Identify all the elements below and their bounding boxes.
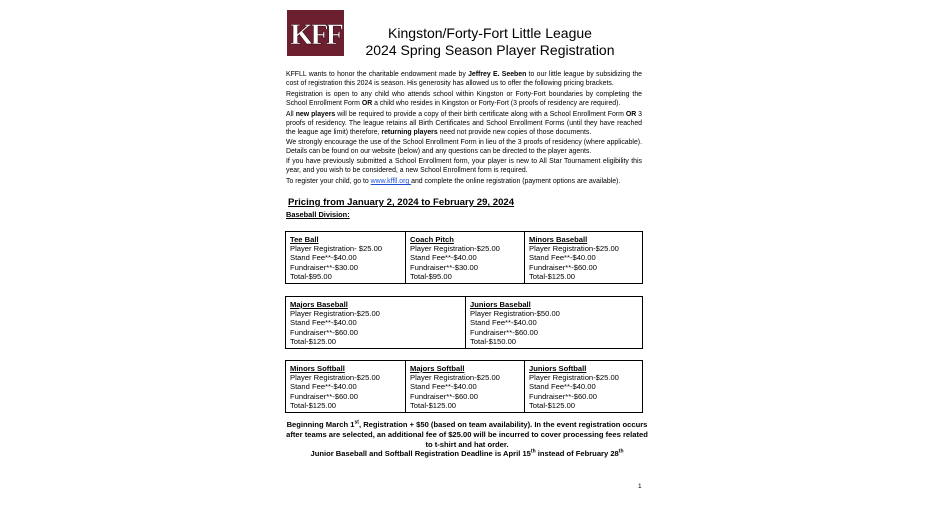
website-link[interactable]: www.kffll.org (370, 178, 412, 185)
new-players-paragraph: All new players will be required to provide a copy of their birth certificate along with a School Enrollment Form OR 3 proofs of residency. The league retains all Birth Certificates and School Enrollment Forms (until they have reached the league age limit) therefore, returning players need not provide new copies of those documents. (286, 111, 643, 136)
deadline-notice: Junior Baseball and Softball Registration Deadline is April 15th instead of February 28th (310, 448, 624, 458)
register-paragraph: To register your child, go to www.kffll.org and complete the online registration (payment options are available). (286, 178, 621, 185)
price-cell-minors-baseball: Minors Baseball Player Registration-$25.00 Stand Fee**-$40.00 Fundraiser**-$60.00 Total-$125.00 (524, 232, 642, 283)
division-heading: Baseball Division: (286, 210, 350, 219)
all-star-paragraph: If you have previously submitted a School Enrollment form, your player is new to All Star Tournament eligibility this year, and you wish to be considered, a new School Enrollment form is required. (286, 158, 642, 174)
price-cell-majors-baseball: Majors Baseball Player Registration-$25.00 Stand Fee**-$40.00 Fundraiser**-$60.00 Total-$125.00 (290, 300, 380, 346)
price-cell-tee-ball: Tee Ball Player Registration- $25.00 Stand Fee**-$40.00 Fundraiser**-$30.00 Total-$95.00 (290, 235, 383, 281)
pricing-table-row1 (285, 231, 643, 284)
pricing-table-row2 (285, 296, 643, 349)
intro-paragraph: KFFLL wants to honor the charitable endowment made by Jeffrey E. Seeben to our little league by subsidizing the cost of registration this 2024 is season. His generosity has allowed us to offer the following pricing brackets. (286, 71, 643, 87)
page-title-line2: 2024 Spring Season Player Registration (365, 42, 615, 58)
pricing-table-row3 (285, 360, 643, 413)
price-cell-minors-softball: Minors Softball Player Registration-$25.00 Stand Fee**-$40.00 Fundraiser**-$60.00 Total-$125.00 (290, 364, 380, 410)
price-cell-juniors-softball: Juniors Softball Player Registration-$25.00 Stand Fee**-$40.00 Fundraiser**-$60.00 Total-$125.00 (524, 361, 642, 412)
page-title-line1: Kingston/Forty-Fort Little League (388, 25, 592, 41)
eligibility-paragraph: Registration is open to any child who attends school within Kingston or Forty-Fort boundaries by completing the School Enrollment Form OR a child who resides in Kingston or Forty-Fort (3 proofs of residency are required). (286, 91, 642, 107)
late-registration-notice: Beginning March 1st, Registration + $50 (based on team availability). In the event registration occurs after teams are selected, an additional fee of $25.00 will be incurred to cover processing fees related to t-shirt and hat order. (286, 419, 648, 449)
pricing-heading: Pricing from January 2, 2024 to February 29, 2024 (288, 197, 515, 208)
price-cell-coach-pitch: Coach Pitch Player Registration-$25.00 Stand Fee**-$40.00 Fundraiser**-$30.00 Total-$95.00 (405, 232, 524, 283)
enrollment-form-paragraph: We strongly encourage the use of the School Enrollment Form in lieu of the 3 proofs of residency (where applicable). Details can be found on our website (below) and any questions can be directed to the player agents. (286, 139, 642, 155)
logo-letters: KFF (290, 18, 341, 51)
page-number: 1 (638, 483, 642, 490)
price-cell-juniors-baseball: Juniors Baseball Player Registration-$50.00 Stand Fee**-$40.00 Fundraiser**-$60.00 Total-$150.00 (465, 297, 642, 348)
price-cell-majors-softball: Majors Softball Player Registration-$25.00 Stand Fee**-$40.00 Fundraiser**-$60.00 Total-$125.00 (405, 361, 524, 412)
